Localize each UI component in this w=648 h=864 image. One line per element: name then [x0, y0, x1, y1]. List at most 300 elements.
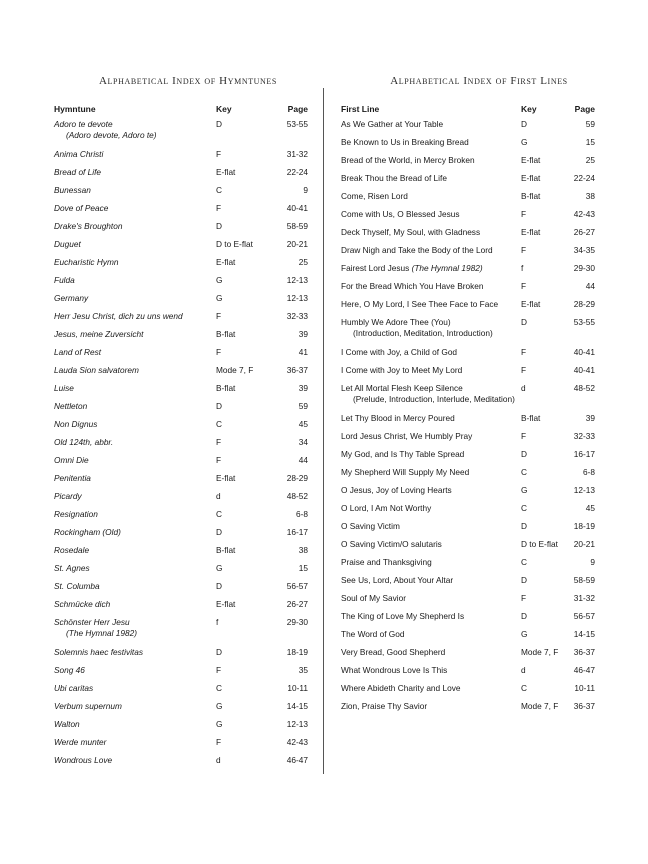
- entry-page: 6-8: [583, 467, 595, 477]
- entry-subtitle: (The Hymnal 1982): [66, 628, 138, 638]
- entry-page: 25: [298, 257, 308, 267]
- table-row: [341, 647, 595, 665]
- entry-key: G: [521, 485, 528, 495]
- entry-page: 10-11: [574, 683, 595, 693]
- entry-key: D: [216, 581, 222, 591]
- entry-key: f: [521, 263, 524, 273]
- entry-page: 32-33: [286, 311, 308, 321]
- entry-name-cell: [341, 431, 521, 449]
- entry-name-cell: [341, 173, 521, 191]
- entry-name: O Saving Victim/O salutaris: [341, 539, 442, 549]
- table-row: [54, 683, 308, 701]
- entry-name: St. Columba: [54, 581, 100, 591]
- entry-key: E-flat: [216, 167, 236, 177]
- table-header-row: [341, 104, 595, 119]
- entry-page: 46-47: [573, 665, 595, 675]
- entry-key: C: [216, 683, 222, 693]
- entry-key: F: [521, 209, 527, 219]
- entry-page: 31-32: [573, 593, 595, 603]
- entry-name-cell: [341, 521, 521, 539]
- entry-name: Come, Risen Lord: [341, 191, 408, 201]
- table-row: [341, 191, 595, 209]
- entry-page: 42-43: [286, 737, 308, 747]
- entry-key: G: [521, 137, 528, 147]
- entry-name: Old 124th, abbr.: [54, 437, 114, 447]
- entry-name: Jesus, meine Zuversicht: [54, 329, 144, 339]
- entry-key: C: [216, 419, 222, 429]
- entry-name-cell: [54, 311, 216, 329]
- column-header-key: Key: [521, 104, 537, 114]
- table-row: [54, 419, 308, 437]
- entry-page: 28-29: [573, 299, 595, 309]
- entry-name-cell: [341, 347, 521, 365]
- entry-subtitle: (Introduction, Meditation, Introduction): [353, 328, 493, 338]
- entry-key: F: [216, 737, 222, 747]
- table-row: [54, 311, 308, 329]
- entry-page: 20-21: [286, 239, 308, 249]
- table-row: [54, 545, 308, 563]
- entry-key: d: [521, 383, 526, 393]
- entry-key: B-flat: [521, 413, 541, 423]
- entry-key: C: [216, 185, 222, 195]
- table-row: [341, 119, 595, 137]
- table-row: [341, 413, 595, 431]
- table-row: [54, 509, 308, 527]
- entry-name-cell: [54, 203, 216, 221]
- entry-name-cell: [341, 539, 521, 557]
- table-row: [341, 593, 595, 611]
- entry-name-cell: [54, 365, 216, 383]
- entry-key: E-flat: [521, 299, 541, 309]
- table-row: [54, 293, 308, 311]
- entry-key: D: [521, 575, 527, 585]
- column-header-key: Key: [216, 104, 232, 114]
- entry-page: 35: [298, 665, 308, 675]
- entry-name-cell: [341, 449, 521, 467]
- table-row: [54, 491, 308, 509]
- table-row: [54, 275, 308, 293]
- entry-name: Break Thou the Bread of Life: [341, 173, 447, 183]
- entry-page: 40-41: [286, 203, 308, 213]
- entry-name-cell: [54, 665, 216, 683]
- entry-page: 6-8: [296, 509, 308, 519]
- entry-page: 12-13: [286, 719, 308, 729]
- first-lines-table: [341, 104, 595, 719]
- entry-page: 12-13: [286, 293, 308, 303]
- entry-key: d: [216, 491, 221, 501]
- entry-key: B-flat: [521, 191, 541, 201]
- entry-key: f: [216, 617, 219, 627]
- table-row: [341, 683, 595, 701]
- table-row: [54, 347, 308, 365]
- entry-name: O Lord, I Am Not Worthy: [341, 503, 432, 513]
- entry-name-cell: [341, 155, 521, 173]
- entry-key: D: [521, 521, 527, 531]
- entry-name-cell: [54, 683, 216, 701]
- entry-name-cell: [341, 575, 521, 593]
- table-row: [54, 563, 308, 581]
- entry-key: C: [521, 683, 527, 693]
- entry-name: Let Thy Blood in Mercy Poured: [341, 413, 455, 423]
- entry-page: 32-33: [573, 431, 595, 441]
- entry-key: D to E-flat: [216, 239, 253, 249]
- entry-name-note: (The Hymnal 1982): [411, 263, 483, 273]
- entry-key: F: [216, 149, 222, 159]
- entry-name-cell: [341, 317, 521, 347]
- entry-name: Adoro te devote: [54, 119, 113, 129]
- entry-key: B-flat: [216, 383, 236, 393]
- entry-name: Ubi caritas: [54, 683, 94, 693]
- entry-name: Where Abideth Charity and Love: [341, 683, 461, 693]
- entry-name: Soul of My Savior: [341, 593, 407, 603]
- entry-name: Verbum supernum: [54, 701, 122, 711]
- entry-name-cell: [54, 755, 216, 773]
- entry-key: G: [216, 293, 223, 303]
- entry-name-cell: [54, 149, 216, 167]
- entry-page: 56-57: [286, 581, 308, 591]
- entry-name-cell: [341, 593, 521, 611]
- entry-page: 41: [298, 347, 308, 357]
- table-row: [54, 617, 308, 647]
- entry-key: D: [521, 119, 527, 129]
- entry-key: Mode 7, F: [521, 647, 559, 657]
- table-row: [54, 719, 308, 737]
- entry-name: My God, and Is Thy Table Spread: [341, 449, 465, 459]
- entry-key: D: [216, 527, 222, 537]
- entry-name-cell: [54, 275, 216, 293]
- column-divider: [323, 88, 324, 774]
- table-row: [341, 347, 595, 365]
- table-row: [54, 365, 308, 383]
- entry-name-cell: [54, 347, 216, 365]
- table-row: [54, 527, 308, 545]
- table-row: [54, 257, 308, 275]
- entry-page: 44: [298, 455, 308, 465]
- entry-name-cell: [341, 503, 521, 521]
- table-row: [341, 431, 595, 449]
- entry-name: O Saving Victim: [341, 521, 400, 531]
- table-row: [341, 227, 595, 245]
- entry-key: Mode 7, F: [216, 365, 254, 375]
- entry-name: I Come with Joy to Meet My Lord: [341, 365, 463, 375]
- entry-name: Deck Thyself, My Soul, with Gladness: [341, 227, 481, 237]
- entry-name-cell: [54, 419, 216, 437]
- entry-key: B-flat: [216, 545, 236, 555]
- entry-name: Draw Nigh and Take the Body of the Lord: [341, 245, 493, 255]
- entry-page: 46-47: [286, 755, 308, 765]
- table-row: [54, 665, 308, 683]
- entry-name: Dove of Peace: [54, 203, 109, 213]
- entry-page: 40-41: [573, 347, 595, 357]
- entry-name-cell: [54, 383, 216, 401]
- entry-page: 36-37: [286, 365, 308, 375]
- table-row: [341, 485, 595, 503]
- entry-key: C: [521, 467, 527, 477]
- entry-key: F: [521, 281, 527, 291]
- entry-name: Duguet: [54, 239, 81, 249]
- entry-name: What Wondrous Love Is This: [341, 665, 448, 675]
- entry-name-cell: [341, 701, 521, 719]
- entry-key: G: [216, 701, 223, 711]
- entry-name-cell: [54, 737, 216, 755]
- entry-name-cell: [341, 299, 521, 317]
- hymntune-table: [54, 104, 308, 773]
- entry-name: Anima Christi: [54, 149, 104, 159]
- entry-key: F: [216, 347, 222, 357]
- entry-name: Solemnis haec festivitas: [54, 647, 144, 657]
- entry-page: 53-55: [286, 119, 308, 129]
- entry-name: Rosedale: [54, 545, 90, 555]
- first-lines-index: [341, 74, 595, 719]
- entry-name: Picardy: [54, 491, 82, 501]
- entry-key: E-flat: [216, 257, 236, 267]
- entry-name: Fulda: [54, 275, 75, 285]
- entry-name-cell: [341, 227, 521, 245]
- entry-name: Bread of Life: [54, 167, 102, 177]
- entry-page: 18-19: [286, 647, 308, 657]
- entry-name-cell: [54, 647, 216, 665]
- entry-page: 26-27: [573, 227, 595, 237]
- table-row: [54, 383, 308, 401]
- entry-key: D: [216, 647, 222, 657]
- first-lines-rows: [341, 119, 595, 719]
- entry-page: 29-30: [286, 617, 308, 627]
- entry-page: 58-59: [573, 575, 595, 585]
- entry-page: 18-19: [573, 521, 595, 531]
- entry-name: Drake's Broughton: [54, 221, 123, 231]
- entry-page: 38: [585, 191, 595, 201]
- entry-page: 40-41: [573, 365, 595, 375]
- entry-page: 9: [590, 557, 595, 567]
- entry-name-cell: [341, 467, 521, 485]
- entry-page: 12-13: [286, 275, 308, 285]
- entry-key: D: [216, 119, 222, 129]
- entry-name-cell: [54, 527, 216, 545]
- entry-name: Be Known to Us in Breaking Bread: [341, 137, 469, 147]
- table-row: [341, 467, 595, 485]
- entry-name: Here, O My Lord, I See Thee Face to Face: [341, 299, 499, 309]
- entry-subtitle: (Prelude, Introduction, Interlude, Meditation): [353, 394, 515, 404]
- entry-page: 15: [585, 137, 595, 147]
- table-row: [341, 173, 595, 191]
- entry-name-cell: [341, 245, 521, 263]
- table-row: [54, 119, 308, 149]
- entry-name-cell: [341, 611, 521, 629]
- table-row: [341, 137, 595, 155]
- entry-key: d: [521, 665, 526, 675]
- entry-name: Luise: [54, 383, 74, 393]
- table-row: [341, 539, 595, 557]
- entry-name-cell: [341, 281, 521, 299]
- entry-name-cell: [54, 329, 216, 347]
- entry-name: Zion, Praise Thy Savior: [341, 701, 428, 711]
- table-row: [54, 473, 308, 491]
- entry-name: Penitentia: [54, 473, 91, 483]
- table-row: [54, 647, 308, 665]
- entry-name: My Shepherd Will Supply My Need: [341, 467, 470, 477]
- table-row: [341, 317, 595, 347]
- entry-page: 16-17: [573, 449, 595, 459]
- entry-name: For the Bread Which You Have Broken: [341, 281, 484, 291]
- entry-name-cell: [54, 545, 216, 563]
- entry-key: F: [521, 431, 527, 441]
- table-row: [341, 365, 595, 383]
- entry-key: E-flat: [216, 473, 236, 483]
- entry-name-cell: [54, 293, 216, 311]
- entry-name: Wondrous Love: [54, 755, 113, 765]
- entry-page: 44: [585, 281, 595, 291]
- entry-name-cell: [54, 719, 216, 737]
- entry-name-cell: [341, 365, 521, 383]
- entry-name: Bunessan: [54, 185, 91, 195]
- entry-subtitle: (Adoro devote, Adoro te): [66, 130, 157, 140]
- entry-key: C: [521, 503, 527, 513]
- entry-name: The Word of God: [341, 629, 405, 639]
- entry-page: 25: [585, 155, 595, 165]
- entry-page: 58-59: [286, 221, 308, 231]
- entry-name: Resignation: [54, 509, 98, 519]
- entry-page: 53-55: [573, 317, 595, 327]
- entry-name-cell: [341, 209, 521, 227]
- entry-name-cell: [341, 629, 521, 647]
- entry-key: F: [216, 311, 222, 321]
- table-header-row: [54, 104, 308, 119]
- entry-name-cell: [54, 437, 216, 455]
- entry-page: 14-15: [573, 629, 595, 639]
- entry-key: G: [216, 275, 223, 285]
- entry-key: E-flat: [521, 173, 541, 183]
- entry-name: See Us, Lord, About Your Altar: [341, 575, 454, 585]
- entry-name-cell: [54, 701, 216, 719]
- table-row: [341, 629, 595, 647]
- entry-name: As We Gather at Your Table: [341, 119, 444, 129]
- entry-key: D: [216, 401, 222, 411]
- table-row: [341, 701, 595, 719]
- entry-key: G: [216, 563, 223, 573]
- entry-name: I Come with Joy, a Child of God: [341, 347, 458, 357]
- entry-name-cell: [341, 557, 521, 575]
- entry-name: Werde munter: [54, 737, 107, 747]
- entry-page: 20-21: [573, 539, 595, 549]
- entry-name-cell: [54, 491, 216, 509]
- table-row: [341, 263, 595, 281]
- first-lines-index-heading: Alphabetical Index of First Lines: [390, 75, 568, 87]
- table-row: [341, 245, 595, 263]
- entry-name: The King of Love My Shepherd Is: [341, 611, 465, 621]
- entry-page: 9: [303, 185, 308, 195]
- entry-name-cell: [341, 413, 521, 431]
- table-row: [341, 209, 595, 227]
- entry-name: Bread of the World, in Mercy Broken: [341, 155, 475, 165]
- entry-page: 26-27: [286, 599, 308, 609]
- entry-name-cell: [341, 647, 521, 665]
- table-row: [341, 575, 595, 593]
- hymntune-index-heading: Alphabetical Index of Hymntunes: [99, 75, 277, 87]
- column-header-hymntune: Hymntune: [54, 104, 96, 114]
- entry-name-cell: [54, 617, 216, 647]
- entry-page: 16-17: [286, 527, 308, 537]
- table-row: [54, 755, 308, 773]
- entry-page: 28-29: [286, 473, 308, 483]
- entry-key: d: [216, 755, 221, 765]
- entry-page: 42-43: [573, 209, 595, 219]
- table-row: [341, 449, 595, 467]
- table-row: [54, 185, 308, 203]
- table-row: [341, 281, 595, 299]
- entry-key: C: [521, 557, 527, 567]
- entry-page: 22-24: [573, 173, 595, 183]
- entry-name: St. Agnes: [54, 563, 90, 573]
- entry-name: Praise and Thanksgiving: [341, 557, 432, 567]
- entry-page: 48-52: [286, 491, 308, 501]
- entry-page: 34-35: [573, 245, 595, 255]
- entry-name: Herr Jesu Christ, dich zu uns wend: [54, 311, 183, 321]
- entry-name: Very Bread, Good Shepherd: [341, 647, 446, 657]
- entry-key: G: [521, 629, 528, 639]
- entry-page: 45: [298, 419, 308, 429]
- entry-name-cell: [341, 191, 521, 209]
- entry-name: Rockingham (Old): [54, 527, 121, 537]
- entry-page: 15: [298, 563, 308, 573]
- column-header-page: Page: [287, 104, 308, 114]
- entry-key: D: [521, 611, 527, 621]
- entry-key: F: [521, 347, 527, 357]
- entry-key: E-flat: [521, 155, 541, 165]
- entry-page: 36-37: [573, 647, 595, 657]
- entry-name: Come with Us, O Blessed Jesus: [341, 209, 460, 219]
- entry-key: E-flat: [216, 599, 236, 609]
- table-row: [341, 299, 595, 317]
- table-row: [54, 203, 308, 221]
- column-header-first-line: First Line: [341, 104, 380, 114]
- entry-key: F: [216, 455, 222, 465]
- entry-name-cell: [54, 401, 216, 419]
- entry-key: C: [216, 509, 222, 519]
- entry-name: Schönster Herr Jesu: [54, 617, 130, 627]
- entry-page: 45: [585, 503, 595, 513]
- entry-key: F: [216, 437, 222, 447]
- table-row: [341, 155, 595, 173]
- hymntune-index: [54, 74, 308, 773]
- entry-key: F: [521, 593, 527, 603]
- entry-name-cell: [54, 119, 216, 149]
- entry-name-cell: [54, 455, 216, 473]
- entry-page: 39: [298, 383, 308, 393]
- table-row: [54, 401, 308, 419]
- table-row: [54, 599, 308, 617]
- table-row: [54, 149, 308, 167]
- entry-key: D: [521, 317, 527, 327]
- entry-name-cell: [341, 485, 521, 503]
- entry-name: O Jesus, Joy of Loving Hearts: [341, 485, 452, 495]
- table-row: [341, 665, 595, 683]
- entry-name: Lauda Sion salvatorem: [54, 365, 139, 375]
- entry-name: Walton: [54, 719, 80, 729]
- table-row: [54, 737, 308, 755]
- entry-key: D: [216, 221, 222, 231]
- entry-page: 10-11: [287, 683, 308, 693]
- entry-name: Land of Rest: [54, 347, 102, 357]
- entry-key: F: [521, 245, 527, 255]
- entry-name: Lord Jesus Christ, We Humbly Pray: [341, 431, 473, 441]
- entry-page: 39: [585, 413, 595, 423]
- table-row: [54, 455, 308, 473]
- hymntune-rows: [54, 119, 308, 773]
- entry-name: Let All Mortal Flesh Keep Silence: [341, 383, 463, 393]
- entry-page: 14-15: [286, 701, 308, 711]
- entry-name: Fairest Lord Jesus: [341, 263, 410, 273]
- table-row: [54, 329, 308, 347]
